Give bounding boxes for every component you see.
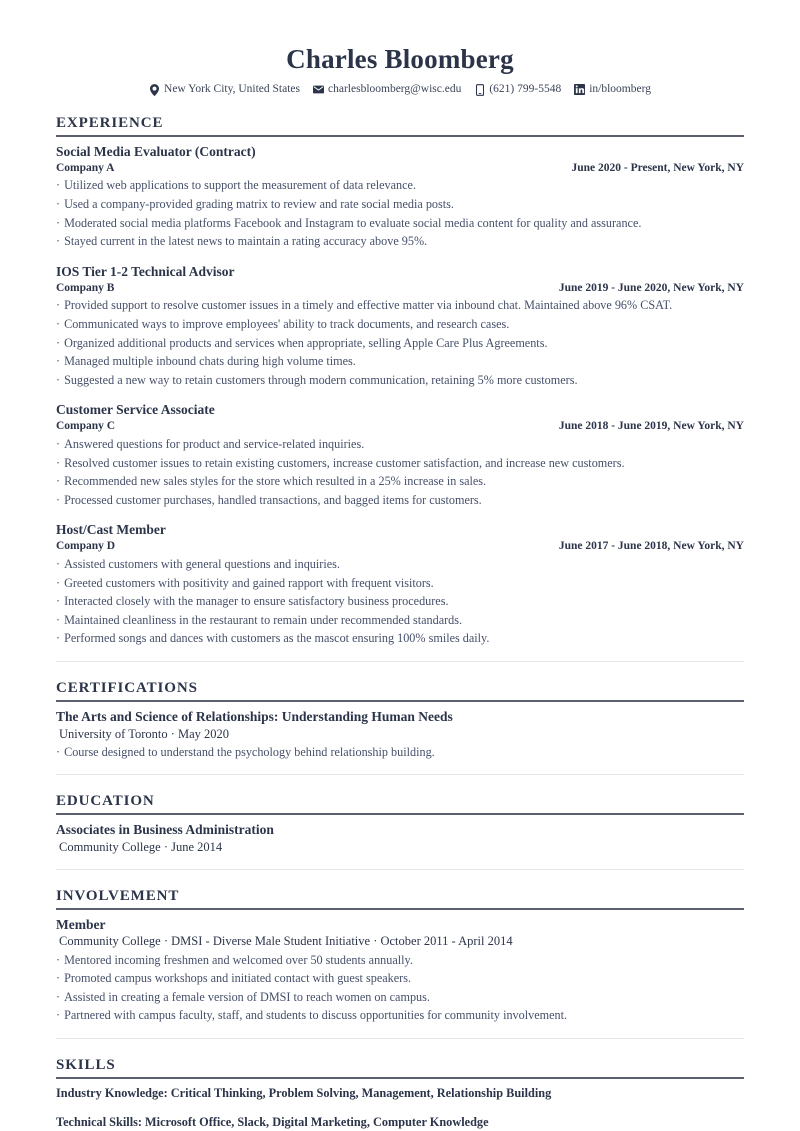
entry-meta-row xyxy=(56,281,744,296)
bullet-text: Suggested a new way to retain customers through modern communication, retaining 5% more customers. xyxy=(64,372,578,387)
list-item xyxy=(56,232,744,251)
section-title-skills: SKILLS xyxy=(56,1056,744,1079)
entry-subtitle: Company C xyxy=(56,420,116,433)
linkedin-icon xyxy=(574,84,585,96)
entry-meta-row xyxy=(56,726,744,742)
list-item xyxy=(56,334,744,353)
list-item xyxy=(56,176,744,195)
entry-title: Host/Cast Member xyxy=(56,522,166,538)
mobile-phone-icon xyxy=(474,84,485,96)
bullet-dot-icon: · xyxy=(56,455,61,470)
list-item xyxy=(56,352,744,371)
skill-line-technical-skills: Technical Skills: Microsoft Office, Slack, Digital Marketing, Computer Knowledge xyxy=(56,1114,489,1129)
bullet-text: Maintained cleanliness in the restaurant to remain under recommended standards. xyxy=(64,612,463,627)
list-item xyxy=(56,1006,744,1025)
bullet-text: Greeted customers with positivity and gained rapport with frequent visitors. xyxy=(64,575,434,590)
experience-entry xyxy=(56,144,744,251)
candidate-name: Charles Bloomberg xyxy=(286,44,514,74)
entry-subtitle: Company D xyxy=(56,540,116,553)
experience-entry xyxy=(56,402,744,509)
list-item xyxy=(56,951,744,970)
section-education xyxy=(56,792,744,855)
contact-info-line xyxy=(56,83,744,97)
bullet-text: Recommended new sales styles for the store which resulted in a 25% increase in sales. xyxy=(64,474,487,489)
entry-bullet-list xyxy=(56,555,744,648)
bullet-dot-icon: · xyxy=(56,952,61,967)
entry-subtitle: Community College · DMSI - Diverse Male Student Initiative · October 2011 - April 2014 xyxy=(59,934,513,949)
list-item xyxy=(56,988,744,1007)
contact-location xyxy=(149,83,300,97)
contact-email[interactable] xyxy=(313,83,461,97)
entry-subtitle: University of Toronto · May 2020 xyxy=(59,726,230,741)
entry-bullet-list xyxy=(56,743,744,762)
education-entry xyxy=(56,822,744,855)
entry-meta-row xyxy=(56,839,744,855)
list-item xyxy=(56,296,744,315)
bullet-text: Course designed to understand the psychology behind relationship building. xyxy=(64,744,435,759)
section-divider xyxy=(56,661,744,662)
section-certifications xyxy=(56,679,744,762)
bullet-text: Assisted in creating a female version of DMSI to reach women on campus. xyxy=(64,989,430,1004)
entry-bullet-list xyxy=(56,951,744,1025)
entry-title: Associates in Business Administration xyxy=(56,822,274,838)
list-item xyxy=(56,969,744,988)
section-title-involvement: INVOLVEMENT xyxy=(56,887,744,910)
entry-title: Member xyxy=(56,916,106,932)
bullet-text: Answered questions for product and service-related inquiries. xyxy=(64,437,365,452)
contact-location-text: New York City, United States xyxy=(164,82,300,95)
bullet-text: Used a company-provided grading matrix to review and rate social media posts. xyxy=(64,197,454,212)
list-item xyxy=(56,371,744,390)
bullet-dot-icon: · xyxy=(56,372,61,387)
bullet-dot-icon: · xyxy=(56,234,61,249)
bullet-dot-icon: · xyxy=(56,631,61,646)
entry-title: IOS Tier 1-2 Technical Advisor xyxy=(56,263,235,279)
bullet-dot-icon: · xyxy=(56,971,61,986)
skill-line-industry-knowledge: Industry Knowledge: Critical Thinking, Problem Solving, Management, Relationship Building xyxy=(56,1085,552,1100)
bullet-dot-icon: · xyxy=(56,317,61,332)
envelope-icon xyxy=(313,84,324,96)
entry-meta-row xyxy=(56,161,744,176)
contact-phone-text: (621) 799-5548 xyxy=(489,82,562,95)
bullet-dot-icon: · xyxy=(56,575,61,590)
bullet-text: Organized additional products and services when appropriate, selling Apple Care Plus Agreements. xyxy=(64,335,548,350)
entry-meta-row xyxy=(56,539,744,554)
entry-date-location: June 2019 - June 2020, New York, NY xyxy=(558,281,744,294)
bullet-text: Managed multiple inbound chats during high volume times. xyxy=(64,354,356,369)
bullet-text: Processed customer purchases, handled transactions, and bagged items for customers. xyxy=(64,492,482,507)
list-item xyxy=(56,491,744,510)
entry-subtitle: Company A xyxy=(56,161,115,174)
bullet-dot-icon: · xyxy=(56,335,61,350)
list-item xyxy=(56,611,744,630)
entry-title: The Arts and Science of Relationships: Understanding Human Needs xyxy=(56,708,453,724)
entry-title: Customer Service Associate xyxy=(56,402,215,418)
entry-bullet-list xyxy=(56,176,744,250)
section-title-experience: EXPERIENCE xyxy=(56,114,744,137)
entry-bullet-list xyxy=(56,435,744,509)
section-divider xyxy=(56,774,744,775)
bullet-dot-icon: · xyxy=(56,215,61,230)
bullet-text: Communicated ways to improve employees' ability to track documents, and research cases. xyxy=(64,317,510,332)
bullet-text: Performed songs and dances with customers as the mascot ensuring 100% smiles daily. xyxy=(64,631,490,646)
entry-date-location: June 2017 - June 2018, New York, NY xyxy=(558,540,744,553)
bullet-dot-icon: · xyxy=(56,557,61,572)
bullet-text: Resolved customer issues to retain existing customers, increase customer satisfaction, and increase new customers. xyxy=(64,455,625,470)
experience-entry xyxy=(56,522,744,648)
bullet-text: Mentored incoming freshmen and welcomed over 50 students annually. xyxy=(64,952,413,967)
list-item xyxy=(56,435,744,454)
list-item xyxy=(56,555,744,574)
section-divider xyxy=(56,869,744,870)
bullet-dot-icon: · xyxy=(56,492,61,507)
bullet-text: Provided support to resolve customer issues in a timely and effective matter via inbound chat. Maintained above 96% CSAT. xyxy=(64,298,673,313)
list-item xyxy=(56,214,744,233)
entry-subtitle: Community College · June 2014 xyxy=(59,840,223,855)
bullet-text: Assisted customers with general questions and inquiries. xyxy=(64,557,340,572)
bullet-dot-icon: · xyxy=(56,474,61,489)
list-item xyxy=(56,592,744,611)
bullet-text: Interacted closely with the manager to ensure satisfactory business procedures. xyxy=(64,594,449,609)
list-item xyxy=(56,454,744,473)
entry-meta-row xyxy=(56,933,744,949)
bullet-dot-icon: · xyxy=(56,612,61,627)
involvement-entry xyxy=(56,917,744,1025)
bullet-dot-icon: · xyxy=(56,178,61,193)
entry-meta-row xyxy=(56,419,744,434)
certification-entry xyxy=(56,709,744,762)
bullet-dot-icon: · xyxy=(56,989,61,1004)
section-title-certifications: CERTIFICATIONS xyxy=(56,679,744,702)
section-involvement xyxy=(56,887,744,1025)
location-pin-icon xyxy=(149,84,160,96)
section-title-education: EDUCATION xyxy=(56,792,744,815)
bullet-dot-icon: · xyxy=(56,1008,61,1023)
resume-header xyxy=(56,44,744,97)
contact-linkedin[interactable] xyxy=(574,83,651,97)
entry-title: Social Media Evaluator (Contract) xyxy=(56,143,256,159)
entry-date-location: June 2020 - Present, New York, NY xyxy=(571,161,744,174)
bullet-text: Stayed current in the latest news to maintain a rating accuracy above 95%. xyxy=(64,234,428,249)
list-item xyxy=(56,629,744,648)
bullet-dot-icon: · xyxy=(56,744,61,759)
list-item xyxy=(56,743,744,762)
contact-phone[interactable] xyxy=(474,83,561,97)
bullet-dot-icon: · xyxy=(56,298,61,313)
contact-email-text: charlesbloomberg@wisc.edu xyxy=(328,82,462,95)
bullet-dot-icon: · xyxy=(56,594,61,609)
list-item xyxy=(56,574,744,593)
bullet-text: Promoted campus workshops and initiated contact with guest speakers. xyxy=(64,971,411,986)
contact-linkedin-text: in/bloomberg xyxy=(589,82,651,95)
experience-entry xyxy=(56,264,744,390)
list-item xyxy=(56,315,744,334)
entry-bullet-list xyxy=(56,296,744,389)
bullet-text: Partnered with campus faculty, staff, and students to discuss opportunities for community involvement. xyxy=(64,1008,568,1023)
bullet-text: Utilized web applications to support the measurement of data relevance. xyxy=(64,178,417,193)
section-skills xyxy=(56,1056,744,1131)
list-item xyxy=(56,195,744,214)
bullet-dot-icon: · xyxy=(56,197,61,212)
bullet-dot-icon: · xyxy=(56,354,61,369)
bullet-text: Moderated social media platforms Facebook and Instagram to evaluate social media content for quality and assurance. xyxy=(64,215,642,230)
list-item xyxy=(56,472,744,491)
section-experience xyxy=(56,114,744,648)
entry-date-location: June 2018 - June 2019, New York, NY xyxy=(558,420,744,433)
section-divider xyxy=(56,1038,744,1039)
entry-subtitle: Company B xyxy=(56,281,115,294)
bullet-dot-icon: · xyxy=(56,437,61,452)
